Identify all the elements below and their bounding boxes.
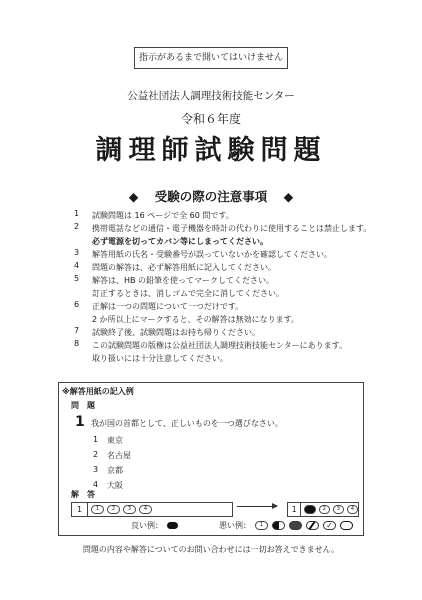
- note-text: 訂正するときは、消しゴムで完全に消してください。: [92, 289, 284, 298]
- answer-bubble: 4: [347, 505, 358, 514]
- arrow-icon: [237, 506, 277, 507]
- bad-example-label: 悪い例：: [219, 521, 251, 530]
- do-not-open-notice: 指示があるまで開いてはいけません: [134, 47, 288, 69]
- good-example-label: 良い例：: [131, 521, 163, 530]
- note-item: [74, 326, 414, 339]
- answer-row-blank: [71, 502, 233, 517]
- note-text: 試験問題は 16 ページで全 60 問です。: [92, 211, 234, 220]
- notes-heading: [0, 187, 422, 205]
- bad-examples: [219, 520, 353, 531]
- diamond-icon: ◆: [283, 189, 294, 204]
- notes-list: [74, 209, 414, 365]
- note-text: 正解は一つの問題について一つだけです。: [92, 302, 244, 311]
- notes-heading-text: 受験の際の注意事項: [154, 189, 268, 204]
- option-text: 京都: [107, 466, 123, 475]
- note-item: [74, 222, 414, 248]
- option-item: [93, 480, 123, 491]
- question-number: 1: [75, 414, 85, 430]
- answer-bubble: 3: [123, 505, 136, 514]
- note-number: 1: [74, 209, 80, 218]
- option-item: [93, 465, 123, 476]
- answer-row-number: 1: [72, 503, 88, 516]
- example-heading: ※解答用紙の記入例: [62, 387, 134, 396]
- option-item: [93, 450, 131, 461]
- answer-bubble: 1: [91, 505, 104, 514]
- note-number: 4: [74, 261, 80, 270]
- note-number: 2: [74, 222, 80, 231]
- note-number: 3: [74, 248, 80, 257]
- option-number: 4: [93, 480, 99, 489]
- footer-notice: 問題の内容や解答についてのお問い合わせには一切お答えできません。: [82, 545, 340, 554]
- option-text: 大阪: [107, 481, 123, 490]
- scribble-mark-icon: [289, 521, 302, 530]
- option-text: 東京: [107, 436, 123, 445]
- circle-mark-icon: [340, 521, 353, 530]
- note-text: 解答は、HB の鉛筆を使ってマークしてください。: [92, 276, 275, 285]
- note-item: [74, 248, 414, 261]
- note-text-emphasis: 必ず電源を切ってカバン等にしまってください。: [92, 237, 268, 246]
- filled-mark-icon: [167, 522, 178, 529]
- note-item: [74, 339, 414, 365]
- diamond-icon: ◆: [128, 189, 139, 204]
- good-example: [131, 520, 178, 531]
- note-text: この試験問題の版権は公益社団法人調理技術技能センターにあります。: [92, 341, 348, 350]
- answer-row-marked: [287, 502, 359, 517]
- dot-mark-icon: 1: [255, 521, 268, 530]
- exam-year: 令和６年度: [180, 112, 241, 126]
- note-text: 携帯電話などの通信・電子機器を時計の代わりに使用することは禁止します。: [92, 224, 372, 233]
- answer-bubble-filled: [304, 505, 315, 514]
- kaito-label: 解 答: [71, 490, 95, 499]
- option-number: 2: [93, 450, 99, 459]
- option-item: [93, 435, 123, 446]
- answer-row-number: 1: [288, 503, 301, 516]
- question-text: 我が国の首都として、正しいものを一つ選びなさい。: [91, 419, 283, 428]
- note-text: 取り扱いには十分注意してください。: [92, 354, 228, 363]
- note-number: 8: [74, 339, 80, 348]
- note-number: 5: [74, 274, 80, 283]
- answer-sheet-example: [58, 382, 364, 536]
- option-number: 1: [93, 435, 99, 444]
- answer-bubble: 2: [107, 505, 120, 514]
- check-mark-icon: ✓: [323, 521, 336, 530]
- mondai-label: 問 題: [71, 401, 95, 410]
- note-text: 試験終了後、試験問題はお持ち帰りください。: [92, 328, 260, 337]
- exam-title: 調理師試験問題: [95, 135, 327, 166]
- note-number: 7: [74, 326, 80, 335]
- option-text: 名古屋: [107, 451, 131, 460]
- note-text: 解答用紙の氏名・受験番号が誤っていないかを確認してください。: [92, 250, 332, 259]
- note-text: 2 か所以上にマークすると、その解答は無効になります。: [92, 315, 299, 324]
- note-item: [74, 209, 414, 222]
- note-number: 6: [74, 300, 80, 309]
- note-item: [74, 261, 414, 274]
- answer-bubble: 4: [139, 505, 152, 514]
- slash-mark-icon: [306, 521, 319, 530]
- note-item: [74, 300, 414, 326]
- note-item: [74, 274, 414, 300]
- option-number: 3: [93, 465, 99, 474]
- note-text: 問題の解答は、必ず解答用紙に記入してください。: [92, 263, 276, 272]
- answer-bubble: 3: [333, 505, 344, 514]
- answer-bubble: 2: [319, 505, 330, 514]
- organization-name: 公益社団法人調理技術技能センター: [127, 90, 295, 102]
- half-filled-mark-icon: [272, 521, 285, 530]
